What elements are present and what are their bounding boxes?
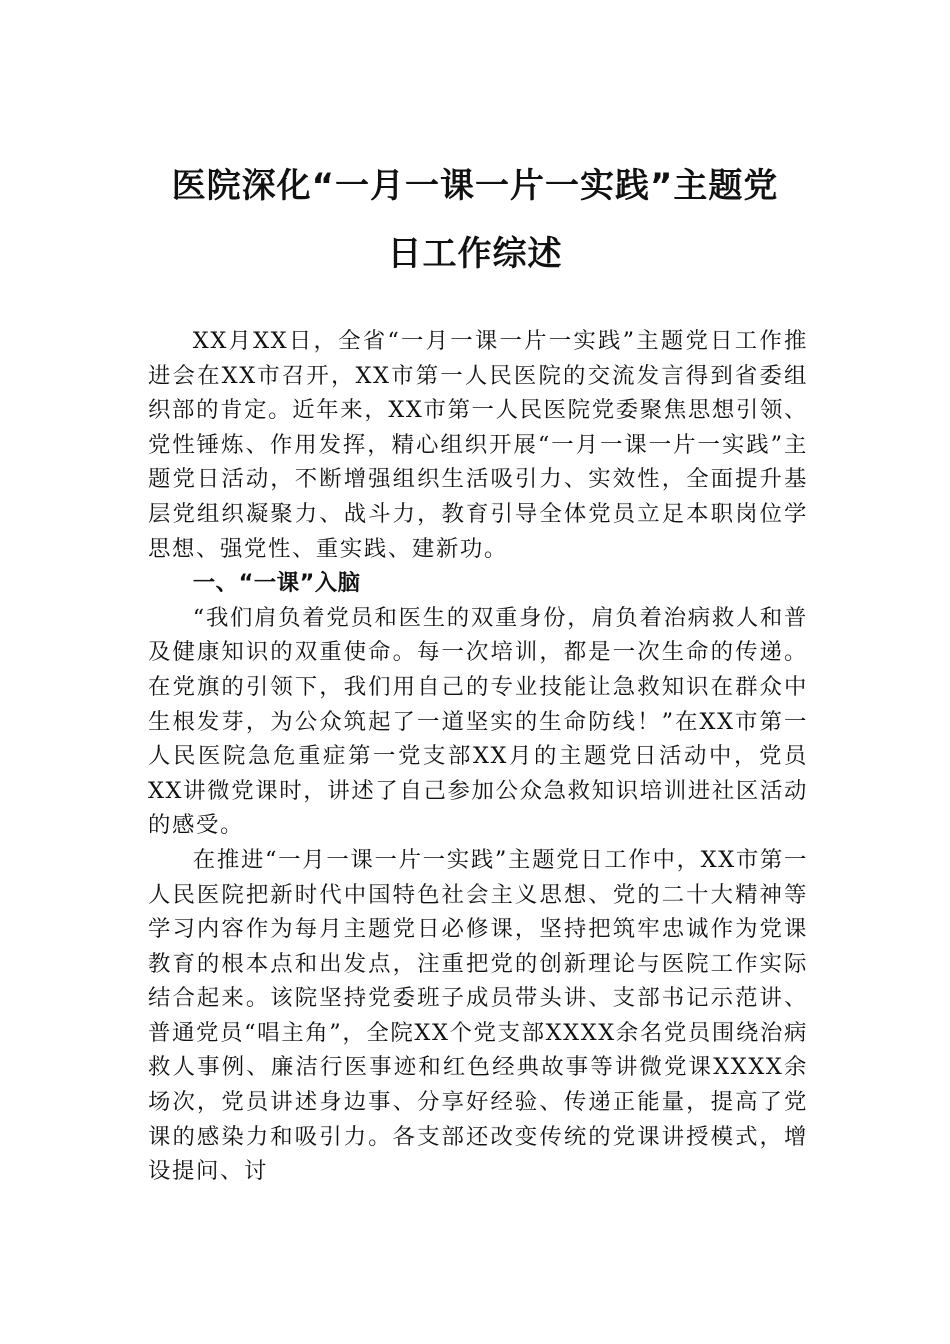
paragraph-intro: XX月XX日，全省“一月一课一片一实践”主题党日工作推进会在XX市召开，XX市第一人民医院的交流发言得到省委组织部的肯定。近年来，XX市第一人民医院党委聚焦思想引领、党性锤炼、作用发挥，精心组织开展“一月一课一片一实践”主题党日活动，不断增强组织生活吸引力、实效性，全面提升基层党组织凝聚力、战斗力，教育引导全体党员立足本职岗位学思想、强党性、重实践、建新功。 — [148, 328, 808, 562]
document-title-line-1: 医院深化“一月一课一片一实践”主题党 — [171, 166, 779, 206]
document-body — [148, 324, 808, 1189]
paragraph-quote: “我们肩负着党员和医生的双重身份，肩负着治病救人和普及健康知识的双重使命。每一次培训，都是一次生命的传递。在党旗的引领下，我们用自己的专业技能让急救知识在群众中生根发芽，为公众筑起了一道坚实的生命防线！”在XX市第一人民医院急危重症第一党支部XX月的主题党日活动中，党员XX讲微党课时，讲述了自己参加公众急救知识培训进社区活动的感受。 — [148, 604, 808, 839]
paragraph-practice: 在推进“一月一课一片一实践”主题党日工作中，XX市第一人民医院把新时代中国特色社会主义思想、党的二十大精神等学习内容作为每月主题党日必修课，坚持把筑牢忠诚作为党课教育的根本点和出发点，注重把党的创新理论与医院工作实际结合起来。该院坚持党委班子成员带头讲、支部书记示范讲、普通党员“唱主角”，全院XX个党支部XXXX余名党员围绕治病救人事例、廉洁行医事迹和红色经典故事等讲微党课XXXX余场次，党员讲述身边事、分享好经验、传递正能量，提高了党课的感染力和吸引力。各支部还改变传统的党课讲授模式，增设提问、讨 — [148, 846, 808, 1185]
section-heading-one-lesson: 一、“一课”入脑 — [192, 570, 361, 597]
document-title-line-2: 日工作综述 — [387, 234, 563, 274]
